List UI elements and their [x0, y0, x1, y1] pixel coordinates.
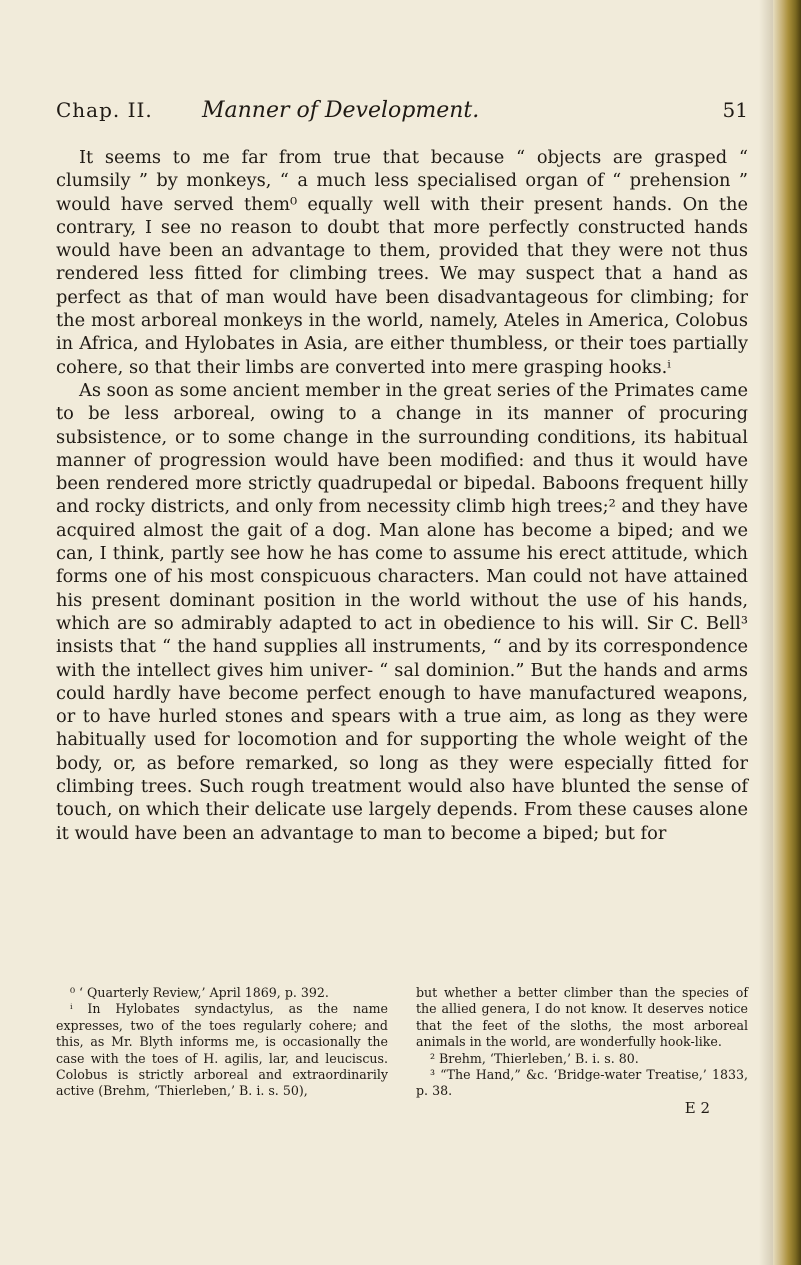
footnotes-left-column — [56, 985, 388, 1116]
footnotes — [56, 985, 748, 1116]
running-head — [56, 98, 748, 134]
footnote: ⁰ ‘ Quarterly Review,’ April 1869, p. 392. — [70, 985, 329, 1000]
footnote: ³ “The Hand,” &c. ‘Bridge-water Treatise,’ 1833, p. 38. — [416, 1067, 748, 1099]
footnote: ⁱ In Hylobates syndactylus, as the name expresses, two of the toes regularly cohere; and this, as Mr. Blyth informs me, is occasionally the case with the toes of H. agilis, lar, and leuciscus. Colobus is strictly arboreal and extraordinarily active (Brehm, ‘Thierleben,’ B. i. s. 50), — [56, 1001, 388, 1099]
paragraph: As soon as some ancient member in the great series of the Primates came to be less arboreal, owing to a change in its manner of procuring subsistence, or to some change in the surrounding conditions, its habitual manner of progression would have been modified: and thus it would have been rendered more strictly quadrupedal or bipedal. Baboons frequent hilly and rocky districts, and only from necessity climb high trees;² and they have acquired almost the gait of a dog. Man alone has become a biped; and we can, I think, partly see how he has come to assume his erect attitude, which forms one of his most conspicuous characters. Man could not have attained his present dominant position in the world without the use of his hands, which are so admirably adapted to act in obedience to his will. Sir C. Bell³ insists that “ the hand supplies all instruments, “ and by its correspondence with the intellect gives him univer- “ sal dominion.” But the hands and arms could hardly have become perfect enough to have manufactured weapons, or to have hurled stones and spears with a true aim, as long as they were habitually used for locomotion and for supporting the whole weight of the body, or, as before remarked, so long as they were especially fitted for climbing trees. Such rough treatment would also have blunted the sense of touch, on which their delicate use largely depends. From these causes alone it would have been an advantage to man to become a biped; but for — [56, 379, 748, 844]
footnote: ² Brehm, ‘Thierleben,’ B. i. s. 80. — [430, 1050, 639, 1066]
running-title: Manner of Development. — [202, 98, 480, 123]
book-edge — [773, 0, 801, 1265]
paragraph: It seems to me far from true that because “ objects are grasped “ clumsily ” by monkeys, “ a much less specialised organ of “ prehension ” would have served them⁰ equally well with their present hands. On the contrary, I see no reason to doubt that more perfectly constructed hands would have been an advantage to them, provided that they were not thus rendered less fitted for climbing trees. We may suspect that a hand as perfect as that of man would have been disadvantageous for climbing; for the most arboreal monkeys in the world, namely, Ateles in America, Colobus in Africa, and Hylobates in Asia, are either thumbless, or their toes partially cohere, so that their limbs are converted into mere grasping hooks.ⁱ — [56, 147, 748, 378]
footnote-continuation: but whether a better climber than the species of the allied genera, I do not know. It deserves notice that the feet of the sloths, the most arboreal animals in the world, are wonderfully hook-like. — [416, 985, 748, 1050]
page-number: 51 — [722, 98, 748, 122]
signature-mark: E 2 — [684, 1098, 710, 1117]
footnotes-right-column — [416, 985, 748, 1116]
page-gutter-shadow — [759, 0, 773, 1265]
chapter-label: Chap. II. — [56, 98, 153, 122]
body-text — [56, 146, 748, 845]
